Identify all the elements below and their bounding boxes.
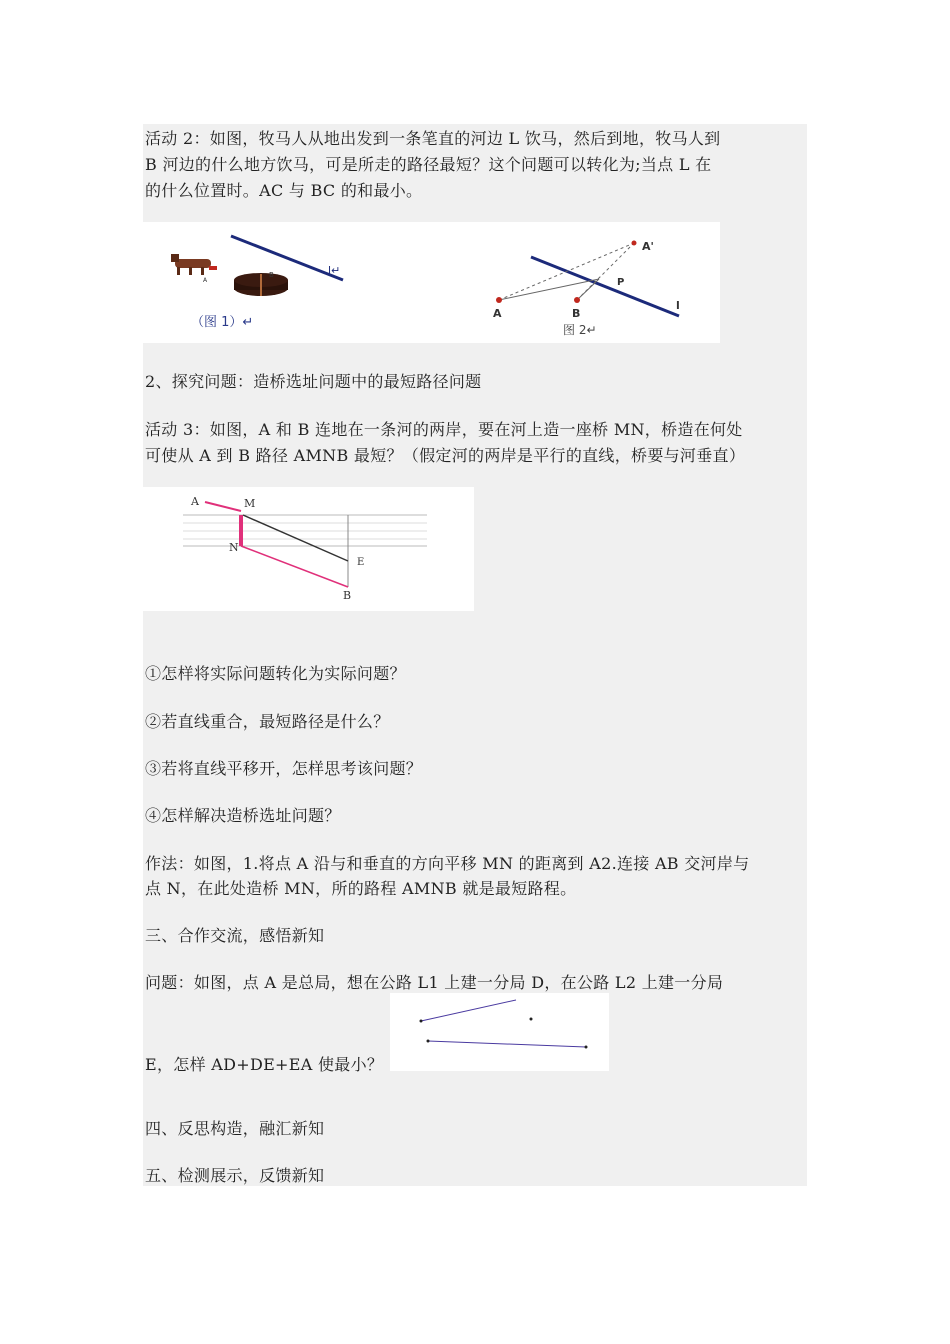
fig1-point-b: B	[269, 271, 274, 279]
method-line1: 作法：如图，1.将点 A 沿与和垂直的方向平移 MN 的距离到 A2.连接 AB 交河岸与	[145, 854, 750, 873]
label-m: M	[244, 497, 256, 510]
question-2: ②若直线重合，最短路径是什么？	[145, 712, 390, 731]
section-3-heading: 三、合作交流，感悟新知	[145, 926, 325, 945]
activity2-line3: 的什么位置时。AC 与 BC 的和最小。	[145, 181, 423, 200]
activity2-line2: B 河边的什么地方饮马，可是所走的路径最短？这个问题可以转化为;当点 L 在	[145, 155, 712, 174]
section-5-heading: 五、检测展示，反馈新知	[145, 1166, 325, 1185]
segment-n-b	[241, 546, 348, 587]
tent-icon	[234, 273, 288, 296]
fig1-caption: （图 1）↵	[191, 315, 254, 330]
label-a: A	[493, 307, 502, 320]
question-1: ①怎样将实际问题转化为实际问题？	[145, 664, 406, 683]
question-3: ③若将直线平移开，怎样思考该问题？	[145, 759, 423, 778]
problem-line1: 问题：如图，点 A 是总局，想在公路 L1 上建一分局 D，在公路 L2 上建一分局	[145, 973, 724, 992]
figure-bridge	[143, 487, 474, 611]
line-b-to-p	[577, 279, 599, 300]
fig1-line-label: l↵	[328, 264, 341, 277]
fig2-caption: 图 2↵	[563, 323, 597, 337]
figure-roads	[390, 993, 609, 1071]
road-l2	[428, 1041, 586, 1047]
figure-2	[493, 240, 680, 337]
label-b: B	[572, 307, 581, 320]
label-a: A	[191, 495, 199, 508]
label-n: N	[229, 541, 239, 554]
problem-line2: E，怎样 AD+DE+EA 使最小？	[145, 1055, 384, 1074]
point-b	[574, 297, 580, 303]
activity3-line1: 活动 3：如图，A 和 B 连地在一条河的两岸，要在河上造一座桥 MN，桥造在何处	[145, 420, 743, 439]
fig1-point-a: A	[203, 277, 208, 284]
question-4: ④怎样解决造桥选址问题？	[145, 806, 341, 825]
method-line2: 点 N，在此处造桥 MN，所的路程 AMNB 就是最短路程。	[145, 879, 577, 898]
river-line-l	[531, 257, 679, 316]
point-a-prime	[632, 241, 637, 246]
label-a-prime: A'	[642, 240, 654, 253]
road-l1	[421, 1000, 516, 1021]
line-a-to-p	[499, 279, 599, 300]
label-p: P	[617, 277, 625, 288]
section-2-heading: 2、探究问题：造桥选址问题中的最短路径问题	[145, 372, 482, 391]
section-4-heading: 四、反思构造，融汇新知	[145, 1119, 325, 1138]
label-e: E	[357, 557, 365, 568]
point-a	[530, 1018, 533, 1021]
river-line	[231, 236, 343, 280]
figure-1	[171, 236, 343, 330]
activity2-line1: 活动 2：如图，牧马人从地出发到一条笔直的河边 L 饮马，然后到地，牧马人到	[145, 129, 721, 148]
segment-m-e	[243, 515, 348, 561]
point-a	[496, 297, 502, 303]
segment-a-m	[205, 502, 241, 511]
figure-horse-river	[143, 222, 720, 343]
label-l: l	[676, 299, 680, 312]
bridge-mn	[239, 515, 243, 546]
horse-icon	[171, 254, 217, 275]
activity3-line2: 可使从 A 到 B 路径 AMNB 最短？（假定河的两岸是平行的直线，桥要与河垂直）	[145, 446, 746, 465]
label-b: B	[343, 589, 352, 602]
